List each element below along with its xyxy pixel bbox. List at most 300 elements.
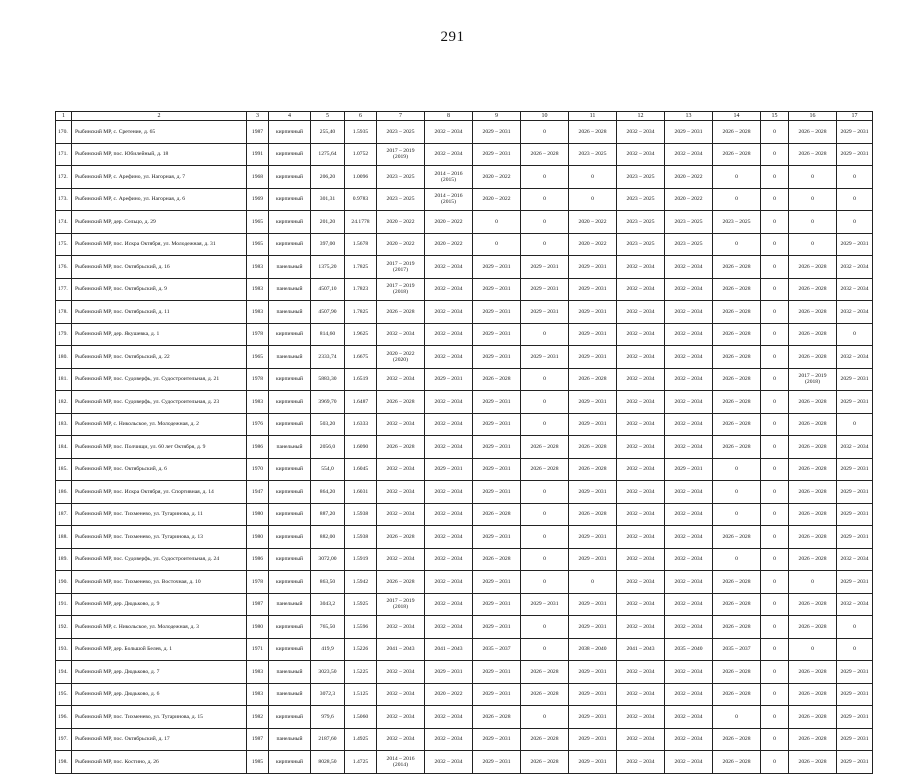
repair-period-cell: 2029 – 2031 <box>473 458 521 481</box>
address-cell: Рыбинский МР, пос. Судоверфь, ул. Судостроительная, д. 21 <box>72 368 247 391</box>
year-cell: 1969 <box>247 188 269 211</box>
column-number-header: 5 <box>311 112 345 121</box>
column-number-header: 9 <box>473 112 521 121</box>
repair-period-cell: 2032 – 2034 <box>617 346 665 369</box>
repair-period-cell: 0 <box>713 503 761 526</box>
repair-period-cell: 2029 – 2031 <box>473 323 521 346</box>
wear-coefficient-cell: 1.9625 <box>345 323 377 346</box>
wall-material-cell: кирпичный <box>269 458 311 481</box>
column-number-header: 13 <box>665 112 713 121</box>
repair-period-cell: 2029 – 2031 <box>473 481 521 504</box>
repair-period-cell: 0 <box>761 166 789 189</box>
wear-coefficient-cell: 1.4925 <box>345 728 377 751</box>
repair-period-cell: 2032 – 2034 <box>665 661 713 684</box>
address-cell: Рыбинский МР, дер. Сельцо, д. 29 <box>72 211 247 234</box>
repair-period-cell: 2041 – 2043 <box>617 638 665 661</box>
wear-coefficient-cell: 1.6675 <box>345 346 377 369</box>
repair-period-cell: 2029 – 2031 <box>569 323 617 346</box>
repair-period-cell: 0 <box>761 233 789 256</box>
repair-period-cell: 2032 – 2034 <box>377 683 425 706</box>
row-number-cell: 187. <box>56 503 72 526</box>
column-number-header: 11 <box>569 112 617 121</box>
repair-period-cell: 2029 – 2031 <box>425 458 473 481</box>
wear-coefficient-cell: 1.6487 <box>345 391 377 414</box>
wall-material-cell: кирпичный <box>269 233 311 256</box>
wear-coefficient-cell: 1.0752 <box>345 143 377 166</box>
area-cell: 887,20 <box>311 503 345 526</box>
area-cell: 1275,64 <box>311 143 345 166</box>
repair-period-cell: 2032 – 2034 <box>665 323 713 346</box>
repair-period-cell: 2032 – 2034 <box>617 121 665 144</box>
repair-period-cell: 2035 – 2037 <box>473 638 521 661</box>
table-row <box>56 301 873 324</box>
wear-coefficient-cell: 1.5125 <box>345 683 377 706</box>
address-cell: Рыбинский МР, пос. Костино, д. 26 <box>72 751 247 774</box>
wall-material-cell: панельный <box>269 436 311 459</box>
repair-period-cell: 2026 – 2028 <box>521 728 569 751</box>
repair-period-cell: 2032 – 2034 <box>377 368 425 391</box>
repair-period-cell: 2017 – 2019 (2019) <box>377 143 425 166</box>
repair-period-cell: 2026 – 2028 <box>789 458 837 481</box>
repair-period-cell: 2032 – 2034 <box>617 751 665 774</box>
repair-period-cell: 2032 – 2034 <box>425 526 473 549</box>
repair-period-cell: 0 <box>761 683 789 706</box>
year-cell: 1980 <box>247 526 269 549</box>
address-cell: Рыбинский МР, пос. Искра Октября, ул. Молодежная, д. 31 <box>72 233 247 256</box>
repair-period-cell: 0 <box>789 571 837 594</box>
wear-coefficient-cell: 24.1778 <box>345 211 377 234</box>
area-cell: 554,0 <box>311 458 345 481</box>
area-cell: 2187,60 <box>311 728 345 751</box>
repair-period-cell: 0 <box>521 233 569 256</box>
repair-period-cell: 2029 – 2031 <box>569 481 617 504</box>
table-row <box>56 143 873 166</box>
row-number-cell: 177. <box>56 278 72 301</box>
table-row <box>56 683 873 706</box>
column-number-header: 7 <box>377 112 425 121</box>
repair-period-cell: 0 <box>521 121 569 144</box>
wall-material-cell: панельный <box>269 256 311 279</box>
repair-period-cell: 2032 – 2034 <box>665 278 713 301</box>
repair-period-cell: 2032 – 2034 <box>377 458 425 481</box>
wall-material-cell: кирпичный <box>269 481 311 504</box>
wear-coefficient-cell: 1.7825 <box>345 301 377 324</box>
column-number-header: 1 <box>56 112 72 121</box>
repair-period-cell: 2026 – 2028 <box>473 503 521 526</box>
year-cell: 1980 <box>247 616 269 639</box>
repair-period-cell: 2032 – 2034 <box>665 436 713 459</box>
year-cell: 1985 <box>247 751 269 774</box>
repair-period-cell: 2029 – 2031 <box>473 436 521 459</box>
repair-period-cell: 2029 – 2031 <box>473 616 521 639</box>
repair-period-cell: 2026 – 2028 <box>713 571 761 594</box>
repair-period-cell: 2023 – 2025 <box>665 233 713 256</box>
repair-period-cell: 2029 – 2031 <box>521 301 569 324</box>
year-cell: 1970 <box>247 458 269 481</box>
wear-coefficient-cell: 1.5925 <box>345 593 377 616</box>
area-cell: 979,6 <box>311 706 345 729</box>
repair-period-cell: 2032 – 2034 <box>665 413 713 436</box>
repair-period-cell: 0 <box>761 751 789 774</box>
repair-period-cell: 2032 – 2034 <box>617 661 665 684</box>
repair-period-cell: 0 <box>761 413 789 436</box>
year-cell: 1983 <box>247 256 269 279</box>
repair-period-cell: 2032 – 2034 <box>425 323 473 346</box>
repair-period-cell: 2032 – 2034 <box>377 481 425 504</box>
row-number-cell: 198. <box>56 751 72 774</box>
repair-period-cell: 2020 – 2022 <box>473 188 521 211</box>
repair-period-cell: 2029 – 2031 <box>473 661 521 684</box>
repair-period-cell: 2026 – 2028 <box>377 301 425 324</box>
column-number-header: 8 <box>425 112 473 121</box>
repair-period-cell: 2032 – 2034 <box>617 278 665 301</box>
row-number-cell: 194. <box>56 661 72 684</box>
row-number-cell: 188. <box>56 526 72 549</box>
repair-period-cell: 2032 – 2034 <box>377 548 425 571</box>
repair-period-cell: 0 <box>713 188 761 211</box>
repair-period-cell: 2026 – 2028 <box>569 503 617 526</box>
repair-period-cell: 0 <box>837 211 873 234</box>
repair-period-cell: 2032 – 2034 <box>665 683 713 706</box>
repair-period-cell: 2035 – 2040 <box>665 638 713 661</box>
year-cell: 1965 <box>247 211 269 234</box>
year-cell: 1986 <box>247 548 269 571</box>
repair-period-cell: 2026 – 2028 <box>789 616 837 639</box>
wear-coefficient-cell: 1.5935 <box>345 121 377 144</box>
repair-period-cell: 2026 – 2028 <box>789 481 837 504</box>
table-row <box>56 751 873 774</box>
repair-period-cell: 2032 – 2034 <box>617 481 665 504</box>
address-cell: Рыбинский МР, пос. Тихменево, ул. Тугаринова, д. 11 <box>72 503 247 526</box>
repair-period-cell: 2014 – 2016 (2014) <box>377 751 425 774</box>
address-cell: Рыбинский МР, с. Сретение, д. 65 <box>72 121 247 144</box>
area-cell: 3969,70 <box>311 391 345 414</box>
repair-period-cell: 2029 – 2031 <box>837 368 873 391</box>
repair-period-cell: 2029 – 2031 <box>473 751 521 774</box>
area-cell: 864,20 <box>311 481 345 504</box>
address-cell: Рыбинский МР, пос. Тихменево, ул. Тугаринова, д. 15 <box>72 706 247 729</box>
wear-coefficient-cell: 1.4725 <box>345 751 377 774</box>
wear-coefficient-cell: 1.7825 <box>345 256 377 279</box>
repair-period-cell: 0 <box>761 548 789 571</box>
wear-coefficient-cell: 1.5919 <box>345 548 377 571</box>
address-cell: Рыбинский МР, дер. Большой Белев, д. 1 <box>72 638 247 661</box>
repair-period-cell: 2026 – 2028 <box>713 256 761 279</box>
repair-period-cell: 2020 – 2022 <box>425 211 473 234</box>
table-row <box>56 481 873 504</box>
repair-period-cell: 2029 – 2031 <box>569 728 617 751</box>
repair-period-cell: 2029 – 2031 <box>569 593 617 616</box>
repair-period-cell: 0 <box>569 166 617 189</box>
repair-period-cell: 2014 – 2016 (2015) <box>425 166 473 189</box>
repair-period-cell: 2032 – 2034 <box>665 346 713 369</box>
address-cell: Рыбинский МР, дер. Дюдьково, д. 7 <box>72 661 247 684</box>
repair-period-cell: 2029 – 2031 <box>837 706 873 729</box>
wall-material-cell: кирпичный <box>269 166 311 189</box>
repair-period-cell: 2032 – 2034 <box>617 526 665 549</box>
wear-coefficient-cell: 1.5060 <box>345 706 377 729</box>
repair-period-cell: 0 <box>761 503 789 526</box>
repair-period-cell: 2026 – 2028 <box>789 256 837 279</box>
repair-period-cell: 0 <box>761 143 789 166</box>
column-number-header: 14 <box>713 112 761 121</box>
address-cell: Рыбинский МР, пос. Октябрьский, д. 6 <box>72 458 247 481</box>
repair-period-cell: 2032 – 2034 <box>377 706 425 729</box>
area-cell: 2333,74 <box>311 346 345 369</box>
repair-period-cell: 0 <box>521 571 569 594</box>
repair-period-cell: 0 <box>713 166 761 189</box>
repair-period-cell: 0 <box>713 233 761 256</box>
repair-period-cell: 2032 – 2034 <box>837 346 873 369</box>
repair-period-cell: 2029 – 2031 <box>425 661 473 684</box>
repair-period-cell: 2032 – 2034 <box>425 346 473 369</box>
area-cell: 3072,3 <box>311 683 345 706</box>
row-number-cell: 192. <box>56 616 72 639</box>
row-number-cell: 197. <box>56 728 72 751</box>
repair-period-cell: 2023 – 2025 <box>569 143 617 166</box>
repair-period-cell: 2017 – 2019 (2018) <box>789 368 837 391</box>
repair-period-cell: 2026 – 2028 <box>569 121 617 144</box>
repair-period-cell: 2032 – 2034 <box>665 616 713 639</box>
table-row <box>56 526 873 549</box>
repair-period-cell: 2020 – 2022 <box>569 233 617 256</box>
table-row <box>56 233 873 256</box>
repair-period-cell: 0 <box>521 548 569 571</box>
repair-period-cell: 2026 – 2028 <box>713 728 761 751</box>
repair-period-cell: 2029 – 2031 <box>837 233 873 256</box>
table-row <box>56 256 873 279</box>
repair-period-cell: 2020 – 2022 <box>665 166 713 189</box>
repair-period-cell: 2029 – 2031 <box>521 278 569 301</box>
repair-period-cell: 2026 – 2028 <box>789 143 837 166</box>
repair-period-cell: 2026 – 2028 <box>789 661 837 684</box>
repair-period-cell: 2026 – 2028 <box>713 751 761 774</box>
repair-period-cell: 2029 – 2031 <box>837 571 873 594</box>
year-cell: 1965 <box>247 346 269 369</box>
row-number-cell: 183. <box>56 413 72 436</box>
table-row <box>56 593 873 616</box>
year-cell: 1978 <box>247 323 269 346</box>
year-cell: 1983 <box>247 683 269 706</box>
repair-period-cell: 0 <box>521 638 569 661</box>
repair-period-cell: 2026 – 2028 <box>789 706 837 729</box>
repair-period-cell: 0 <box>521 706 569 729</box>
wall-material-cell: панельный <box>269 346 311 369</box>
repair-period-cell: 2029 – 2031 <box>837 683 873 706</box>
repair-period-cell: 2032 – 2034 <box>665 391 713 414</box>
repair-period-cell: 2032 – 2034 <box>837 593 873 616</box>
year-cell: 1976 <box>247 413 269 436</box>
address-cell: Рыбинский МР, пос. Полчищи, ул. 60 лет Октября, д. 9 <box>72 436 247 459</box>
repair-period-cell: 2020 – 2022 (2020) <box>377 346 425 369</box>
wear-coefficient-cell: 1.5678 <box>345 233 377 256</box>
repair-period-cell: 0 <box>761 346 789 369</box>
row-number-cell: 170. <box>56 121 72 144</box>
year-cell: 1983 <box>247 278 269 301</box>
column-number-header: 16 <box>789 112 837 121</box>
repair-period-cell: 0 <box>789 233 837 256</box>
area-cell: 814,60 <box>311 323 345 346</box>
repair-period-cell: 2017 – 2019 (2018) <box>377 593 425 616</box>
repair-period-cell: 2032 – 2034 <box>617 413 665 436</box>
wall-material-cell: кирпичный <box>269 391 311 414</box>
year-cell: 1983 <box>247 661 269 684</box>
repair-period-cell: 2032 – 2034 <box>377 413 425 436</box>
repair-period-cell: 2032 – 2034 <box>425 301 473 324</box>
row-number-cell: 184. <box>56 436 72 459</box>
repair-period-cell: 2020 – 2022 <box>473 166 521 189</box>
column-number-header: 3 <box>247 112 269 121</box>
table-row <box>56 503 873 526</box>
repair-period-cell: 2020 – 2022 <box>569 211 617 234</box>
repair-period-cell: 0 <box>473 211 521 234</box>
table-row <box>56 458 873 481</box>
repair-period-cell: 0 <box>761 256 789 279</box>
wall-material-cell: панельный <box>269 278 311 301</box>
wall-material-cell: панельный <box>269 593 311 616</box>
repair-period-cell: 2014 – 2016 (2015) <box>425 188 473 211</box>
area-cell: 206,20 <box>311 166 345 189</box>
wear-coefficient-cell: 1.6031 <box>345 481 377 504</box>
wear-coefficient-cell: 1.5938 <box>345 503 377 526</box>
address-cell: Рыбинский МР, дер. Дюдьково, д. 6 <box>72 683 247 706</box>
repair-period-cell: 2032 – 2034 <box>617 728 665 751</box>
repair-period-cell: 0 <box>761 616 789 639</box>
area-cell: 201,20 <box>311 211 345 234</box>
row-number-cell: 172. <box>56 166 72 189</box>
table-row <box>56 548 873 571</box>
repair-period-cell: 0 <box>521 503 569 526</box>
repair-period-cell: 2026 – 2028 <box>789 278 837 301</box>
repair-period-cell: 2032 – 2034 <box>665 368 713 391</box>
year-cell: 1987 <box>247 728 269 751</box>
year-cell: 1968 <box>247 166 269 189</box>
repair-period-cell: 2023 – 2025 <box>377 121 425 144</box>
row-number-cell: 190. <box>56 571 72 594</box>
wear-coefficient-cell: 1.6333 <box>345 413 377 436</box>
repair-period-cell: 0 <box>837 413 873 436</box>
repair-period-cell: 2032 – 2034 <box>617 503 665 526</box>
address-cell: Рыбинский МР, пос. Судоверфь, ул. Судостроительная, д. 23 <box>72 391 247 414</box>
wear-coefficient-cell: 1.5942 <box>345 571 377 594</box>
repair-period-cell: 2026 – 2028 <box>713 413 761 436</box>
repair-period-cell: 2026 – 2028 <box>377 526 425 549</box>
repair-period-cell: 2032 – 2034 <box>665 301 713 324</box>
repair-period-cell: 2023 – 2025 <box>617 166 665 189</box>
repair-period-cell: 2029 – 2031 <box>569 616 617 639</box>
repair-period-cell: 2026 – 2028 <box>789 301 837 324</box>
repair-period-cell: 2032 – 2034 <box>425 571 473 594</box>
repair-period-cell: 2026 – 2028 <box>789 751 837 774</box>
row-number-cell: 178. <box>56 301 72 324</box>
repair-period-cell: 2029 – 2031 <box>665 458 713 481</box>
table-row <box>56 616 873 639</box>
address-cell: Рыбинский МР, дер. Дюдьково, д. 9 <box>72 593 247 616</box>
table-row <box>56 166 873 189</box>
repair-period-cell: 2032 – 2034 <box>617 256 665 279</box>
repair-period-cell: 0 <box>521 616 569 639</box>
repair-period-cell: 2032 – 2034 <box>665 143 713 166</box>
repair-period-cell: 2026 – 2028 <box>713 278 761 301</box>
repair-period-cell: 0 <box>761 121 789 144</box>
area-cell: 3072,00 <box>311 548 345 571</box>
repair-period-cell: 2032 – 2034 <box>617 301 665 324</box>
repair-period-cell: 0 <box>713 458 761 481</box>
wear-coefficient-cell: 1.6045 <box>345 458 377 481</box>
address-cell: Рыбинский МР, пос. Октябрьский, д. 16 <box>72 256 247 279</box>
repair-period-cell: 0 <box>837 166 873 189</box>
repair-period-cell: 2032 – 2034 <box>425 413 473 436</box>
repair-period-cell: 2032 – 2034 <box>665 728 713 751</box>
repair-period-cell: 2032 – 2034 <box>425 593 473 616</box>
area-cell: 765,50 <box>311 616 345 639</box>
repair-period-cell: 2032 – 2034 <box>425 143 473 166</box>
repair-period-cell: 2032 – 2034 <box>837 278 873 301</box>
repair-period-cell: 2038 – 2040 <box>569 638 617 661</box>
repair-period-cell: 2023 – 2025 <box>377 166 425 189</box>
area-cell: 863,50 <box>311 571 345 594</box>
row-number-cell: 185. <box>56 458 72 481</box>
repair-period-cell: 2029 – 2031 <box>837 728 873 751</box>
repair-period-cell: 2026 – 2028 <box>789 413 837 436</box>
row-number-cell: 173. <box>56 188 72 211</box>
table-row <box>56 728 873 751</box>
wall-material-cell: кирпичный <box>269 211 311 234</box>
repair-period-cell: 0 <box>789 166 837 189</box>
repair-period-cell: 2029 – 2031 <box>521 346 569 369</box>
repair-period-cell: 0 <box>761 593 789 616</box>
repair-period-cell: 2029 – 2031 <box>521 256 569 279</box>
row-number-cell: 175. <box>56 233 72 256</box>
repair-period-cell: 2032 – 2034 <box>617 706 665 729</box>
repair-period-cell: 2026 – 2028 <box>713 121 761 144</box>
area-cell: 255,40 <box>311 121 345 144</box>
table-row <box>56 188 873 211</box>
row-number-cell: 189. <box>56 548 72 571</box>
repair-period-cell: 2029 – 2031 <box>569 661 617 684</box>
row-number-cell: 196. <box>56 706 72 729</box>
repair-period-cell: 2020 – 2022 <box>665 188 713 211</box>
wall-material-cell: кирпичный <box>269 526 311 549</box>
column-number-header: 15 <box>761 112 789 121</box>
address-cell: Рыбинский МР, пос. Судоверфь, ул. Судостроительная, д. 24 <box>72 548 247 571</box>
repair-period-cell: 2029 – 2031 <box>569 346 617 369</box>
repair-period-cell: 2032 – 2034 <box>425 256 473 279</box>
repair-period-cell: 2026 – 2028 <box>473 548 521 571</box>
repair-period-cell: 2026 – 2028 <box>377 436 425 459</box>
address-cell: Рыбинский МР, пос. Октябрьский, д. 11 <box>72 301 247 324</box>
repair-period-cell: 2029 – 2031 <box>473 256 521 279</box>
year-cell: 1987 <box>247 121 269 144</box>
area-cell: 397,00 <box>311 233 345 256</box>
address-cell: Рыбинский МР, с. Арефино, ул. Нагорная, д. 7 <box>72 166 247 189</box>
repair-period-cell: 2020 – 2022 <box>425 233 473 256</box>
area-cell: 3043,2 <box>311 593 345 616</box>
repair-period-cell: 0 <box>761 323 789 346</box>
table-header-row <box>56 112 873 121</box>
repair-period-cell: 2023 – 2025 <box>377 188 425 211</box>
area-cell: 503,20 <box>311 413 345 436</box>
repair-period-cell: 2029 – 2031 <box>473 143 521 166</box>
area-cell: 1375,20 <box>311 256 345 279</box>
repair-period-cell: 2026 – 2028 <box>569 436 617 459</box>
area-cell: 2056,0 <box>311 436 345 459</box>
area-cell: 419,9 <box>311 638 345 661</box>
repair-period-cell: 2020 – 2022 <box>377 211 425 234</box>
column-number-header: 2 <box>72 112 247 121</box>
repair-period-cell: 0 <box>569 571 617 594</box>
repair-period-cell: 2032 – 2034 <box>665 706 713 729</box>
